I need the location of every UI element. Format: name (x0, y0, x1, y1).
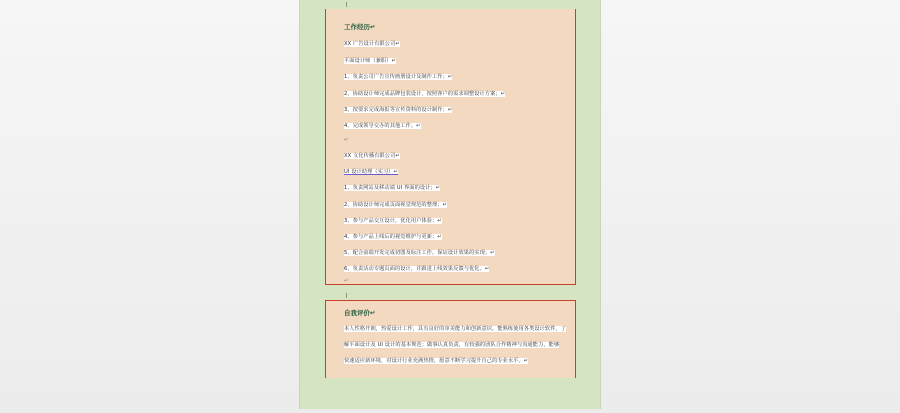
document-page (299, 0, 601, 409)
job2-position: UI 设计助理（实习）↵ (344, 169, 399, 175)
work-experience-title: 工作经历↵ (344, 23, 376, 31)
job1-item-3: 3、按要求完成海报等宣传资料的设计制作；↵ (344, 107, 453, 113)
job1-position: 平面设计师（兼职）↵ (344, 58, 397, 64)
job2-item-2: 2、协助设计师完成页面视觉规范的整理；↵ (344, 202, 448, 208)
job2-item-6: 6、负责活动专题页面的设计，并跟进上线效果反馈与优化。↵ (344, 266, 490, 272)
job2-item-4: 4、参与产品上线后的视觉维护与更新；↵ (344, 234, 442, 240)
margin-corner-mark (346, 293, 347, 298)
job1-company: XX 广告设计有限公司↵ (344, 41, 400, 47)
self-evaluation-line-2: 解平面设计及 UI 设计的基本规范；做事认真负责，有较强的团队合作精神与沟通能力，能够 (344, 342, 560, 348)
work-experience-box (325, 9, 576, 285)
job2-item-3: 3、参与产品交互设计，优化用户体验；↵ (344, 218, 442, 224)
self-evaluation-box (325, 300, 576, 378)
job2-item-1: 1、负责网站及移动端 UI 界面的设计；↵ (344, 185, 441, 191)
job1-item-2: 2、协助设计师完成品牌包装设计，按照客户的需求调整设计方案；↵ (344, 91, 506, 97)
job2-item-5: 5、配合前端开发完成切图及标注工作，保证设计效果的实现；↵ (344, 250, 495, 256)
self-evaluation-title: 自我评价↵ (344, 309, 376, 317)
margin-corner-mark (346, 2, 347, 7)
paragraph-mark: ↵ (344, 137, 349, 143)
job1-item-1: 1、负责公司广告宣传画册设计及制作工作；↵ (344, 74, 453, 80)
job1-item-4: 4、完成领导交办的其他工作。↵ (344, 123, 421, 129)
job2-company: XX 文化传播有限公司↵ (344, 153, 400, 159)
self-evaluation-line-3: 快速适应新环境，对设计行业充满热情，愿意不断学习提升自己的专业水平。↵ (344, 358, 529, 364)
paragraph-mark: ↵ (344, 278, 349, 284)
self-evaluation-line-1: 本人性格开朗，热爱设计工作，具有良好的审美能力和创新意识，能熟练使用各类设计软件，了 (344, 326, 567, 332)
